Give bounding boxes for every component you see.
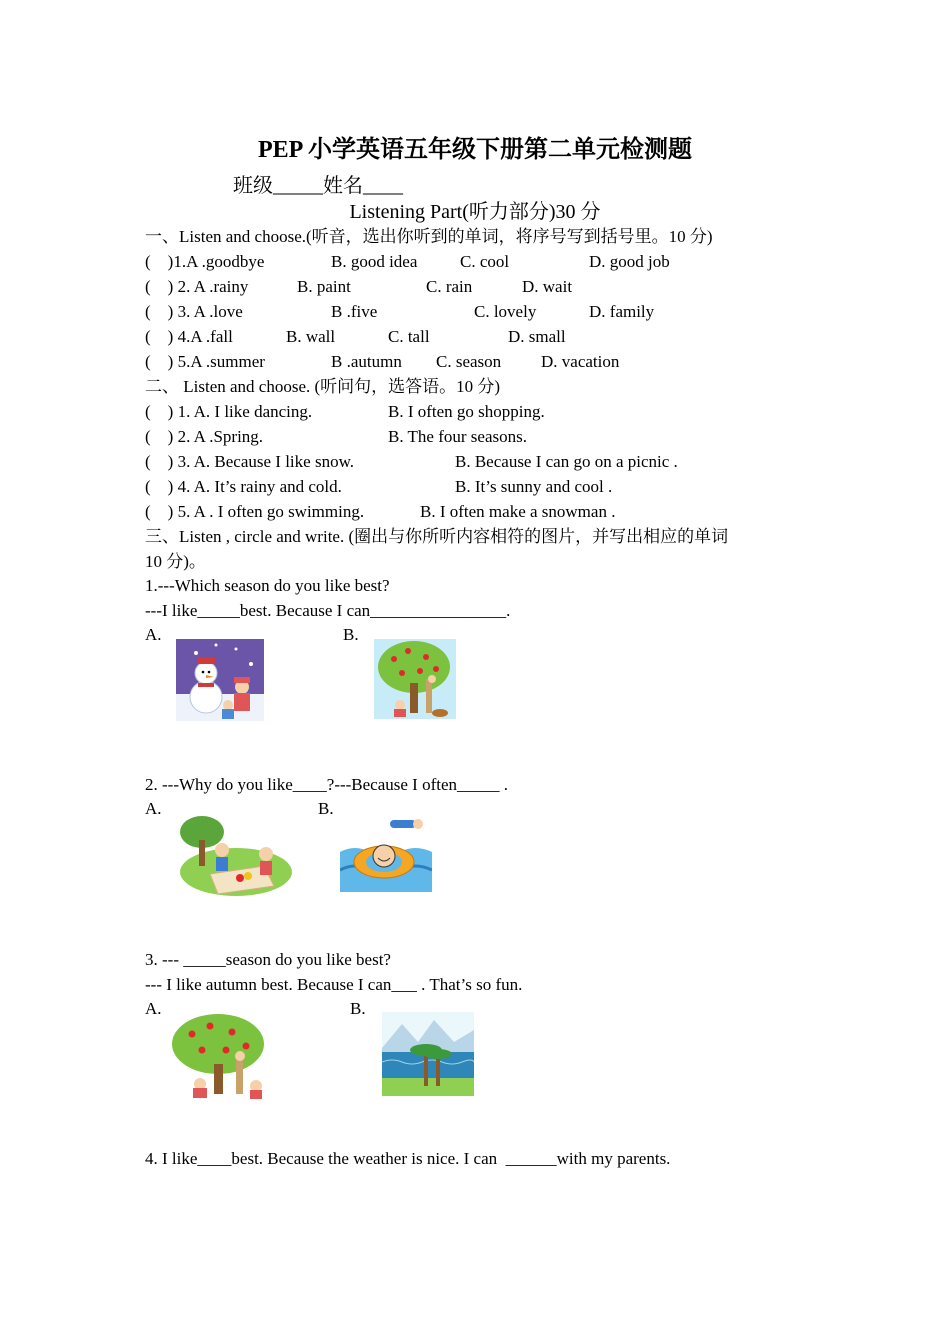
section2-heading: 二、 Listen and choose. (听问句，选答语。10 分)	[145, 377, 501, 396]
s1-q3-d: D. family	[589, 302, 655, 321]
q1-option-a: A.	[145, 625, 162, 644]
beach-palm-picture[interactable]	[382, 1012, 474, 1096]
s1-q5-b: B .autumn	[331, 352, 402, 371]
s1-q2-b: B. paint	[297, 277, 351, 296]
s1-q5-a: ( ) 5.A .summer	[145, 352, 265, 371]
q4-question: 4. I like____best. Because the weather is nice. I can ______with my parents.	[145, 1149, 671, 1168]
s1-q1-c: C. cool	[460, 252, 510, 271]
picnic-illustration	[176, 814, 292, 897]
s1-q1-a: ( )1.A .goodbye	[145, 252, 265, 271]
s2-q1-a: ( ) 1. A. I like dancing.	[145, 402, 313, 421]
s1-q1-d: D. good job	[589, 252, 670, 271]
s2-q2-b: B. The four seasons.	[388, 427, 527, 446]
s1-q2-d: D. wait	[522, 277, 573, 296]
q2-question: 2. ---Why do you like____?---Because I often_____ .	[145, 775, 509, 794]
s1-q5-c: C. season	[436, 352, 502, 371]
listening-part-heading: Listening Part(听力部分)30 分	[349, 201, 601, 223]
section3-heading-cont: 10 分)。	[145, 552, 206, 571]
q1-answer: ---I like_____best. Because I can________________.	[145, 601, 511, 620]
q2-option-a: A.	[145, 799, 162, 818]
apple-tree-illustration-2	[170, 1012, 273, 1100]
q3-question: 3. --- _____season do you like best?	[145, 950, 391, 969]
s1-q3-b: B .five	[331, 302, 378, 321]
swimming-illustration	[340, 812, 432, 892]
s1-q4-d: D. small	[508, 327, 566, 346]
s2-q1-b: B. I often go shopping.	[388, 402, 545, 421]
s1-q3-c: C. lovely	[474, 302, 537, 321]
apple-tree-illustration	[374, 639, 456, 719]
s1-q4-c: C. tall	[388, 327, 430, 346]
apple-picking-picture-2[interactable]	[170, 1012, 273, 1100]
s2-q2-a: ( ) 2. A .Spring.	[145, 427, 264, 446]
beach-palm-illustration	[382, 1012, 474, 1096]
section3-heading: 三、Listen , circle and write. (圈出与你所听内容相符的图片，并写出相应的单词	[145, 527, 729, 546]
picnic-picture[interactable]	[176, 814, 292, 897]
s1-q5-d: D. vacation	[541, 352, 620, 371]
s1-q2-a: ( ) 2. A .rainy	[145, 277, 249, 296]
s1-q4-a: ( ) 4.A .fall	[145, 327, 233, 346]
s2-q3-a: ( ) 3. A. Because I like snow.	[145, 452, 354, 471]
q3-option-b: B.	[350, 999, 366, 1018]
q3-option-a: A.	[145, 999, 162, 1018]
snowman-picture[interactable]	[176, 639, 264, 721]
class-name-line: 班级_____姓名____	[233, 175, 403, 197]
q2-option-b: B.	[318, 799, 334, 818]
s2-q4-b: B. It’s sunny and cool .	[455, 477, 613, 496]
s1-q1-b: B. good idea	[331, 252, 418, 271]
s1-q2-c: C. rain	[426, 277, 473, 296]
s2-q5-b: B. I often make a snowman .	[420, 502, 616, 521]
q3-answer: --- I like autumn best. Because I can___ . That’s so fun.	[145, 975, 523, 994]
s1-q4-b: B. wall	[286, 327, 336, 346]
s2-q5-a: ( ) 5. A . I often go swimming.	[145, 502, 365, 521]
swimming-picture[interactable]	[340, 812, 432, 892]
q1-question: 1.---Which season do you like best?	[145, 576, 390, 595]
page-title: PEP 小学英语五年级下册第二单元检测题	[257, 137, 692, 163]
snowman-illustration	[176, 639, 264, 721]
section1-heading: 一、Listen and choose.(听音，选出你听到的单词，将序号写到括号里。10 分)	[145, 227, 713, 246]
s1-q3-a: ( ) 3. A .love	[145, 302, 243, 321]
q1-option-b: B.	[343, 625, 359, 644]
s2-q4-a: ( ) 4. A. It’s rainy and cold.	[145, 477, 342, 496]
apple-picking-picture[interactable]	[374, 639, 456, 719]
s2-q3-b: B. Because I can go on a picnic .	[455, 452, 678, 471]
